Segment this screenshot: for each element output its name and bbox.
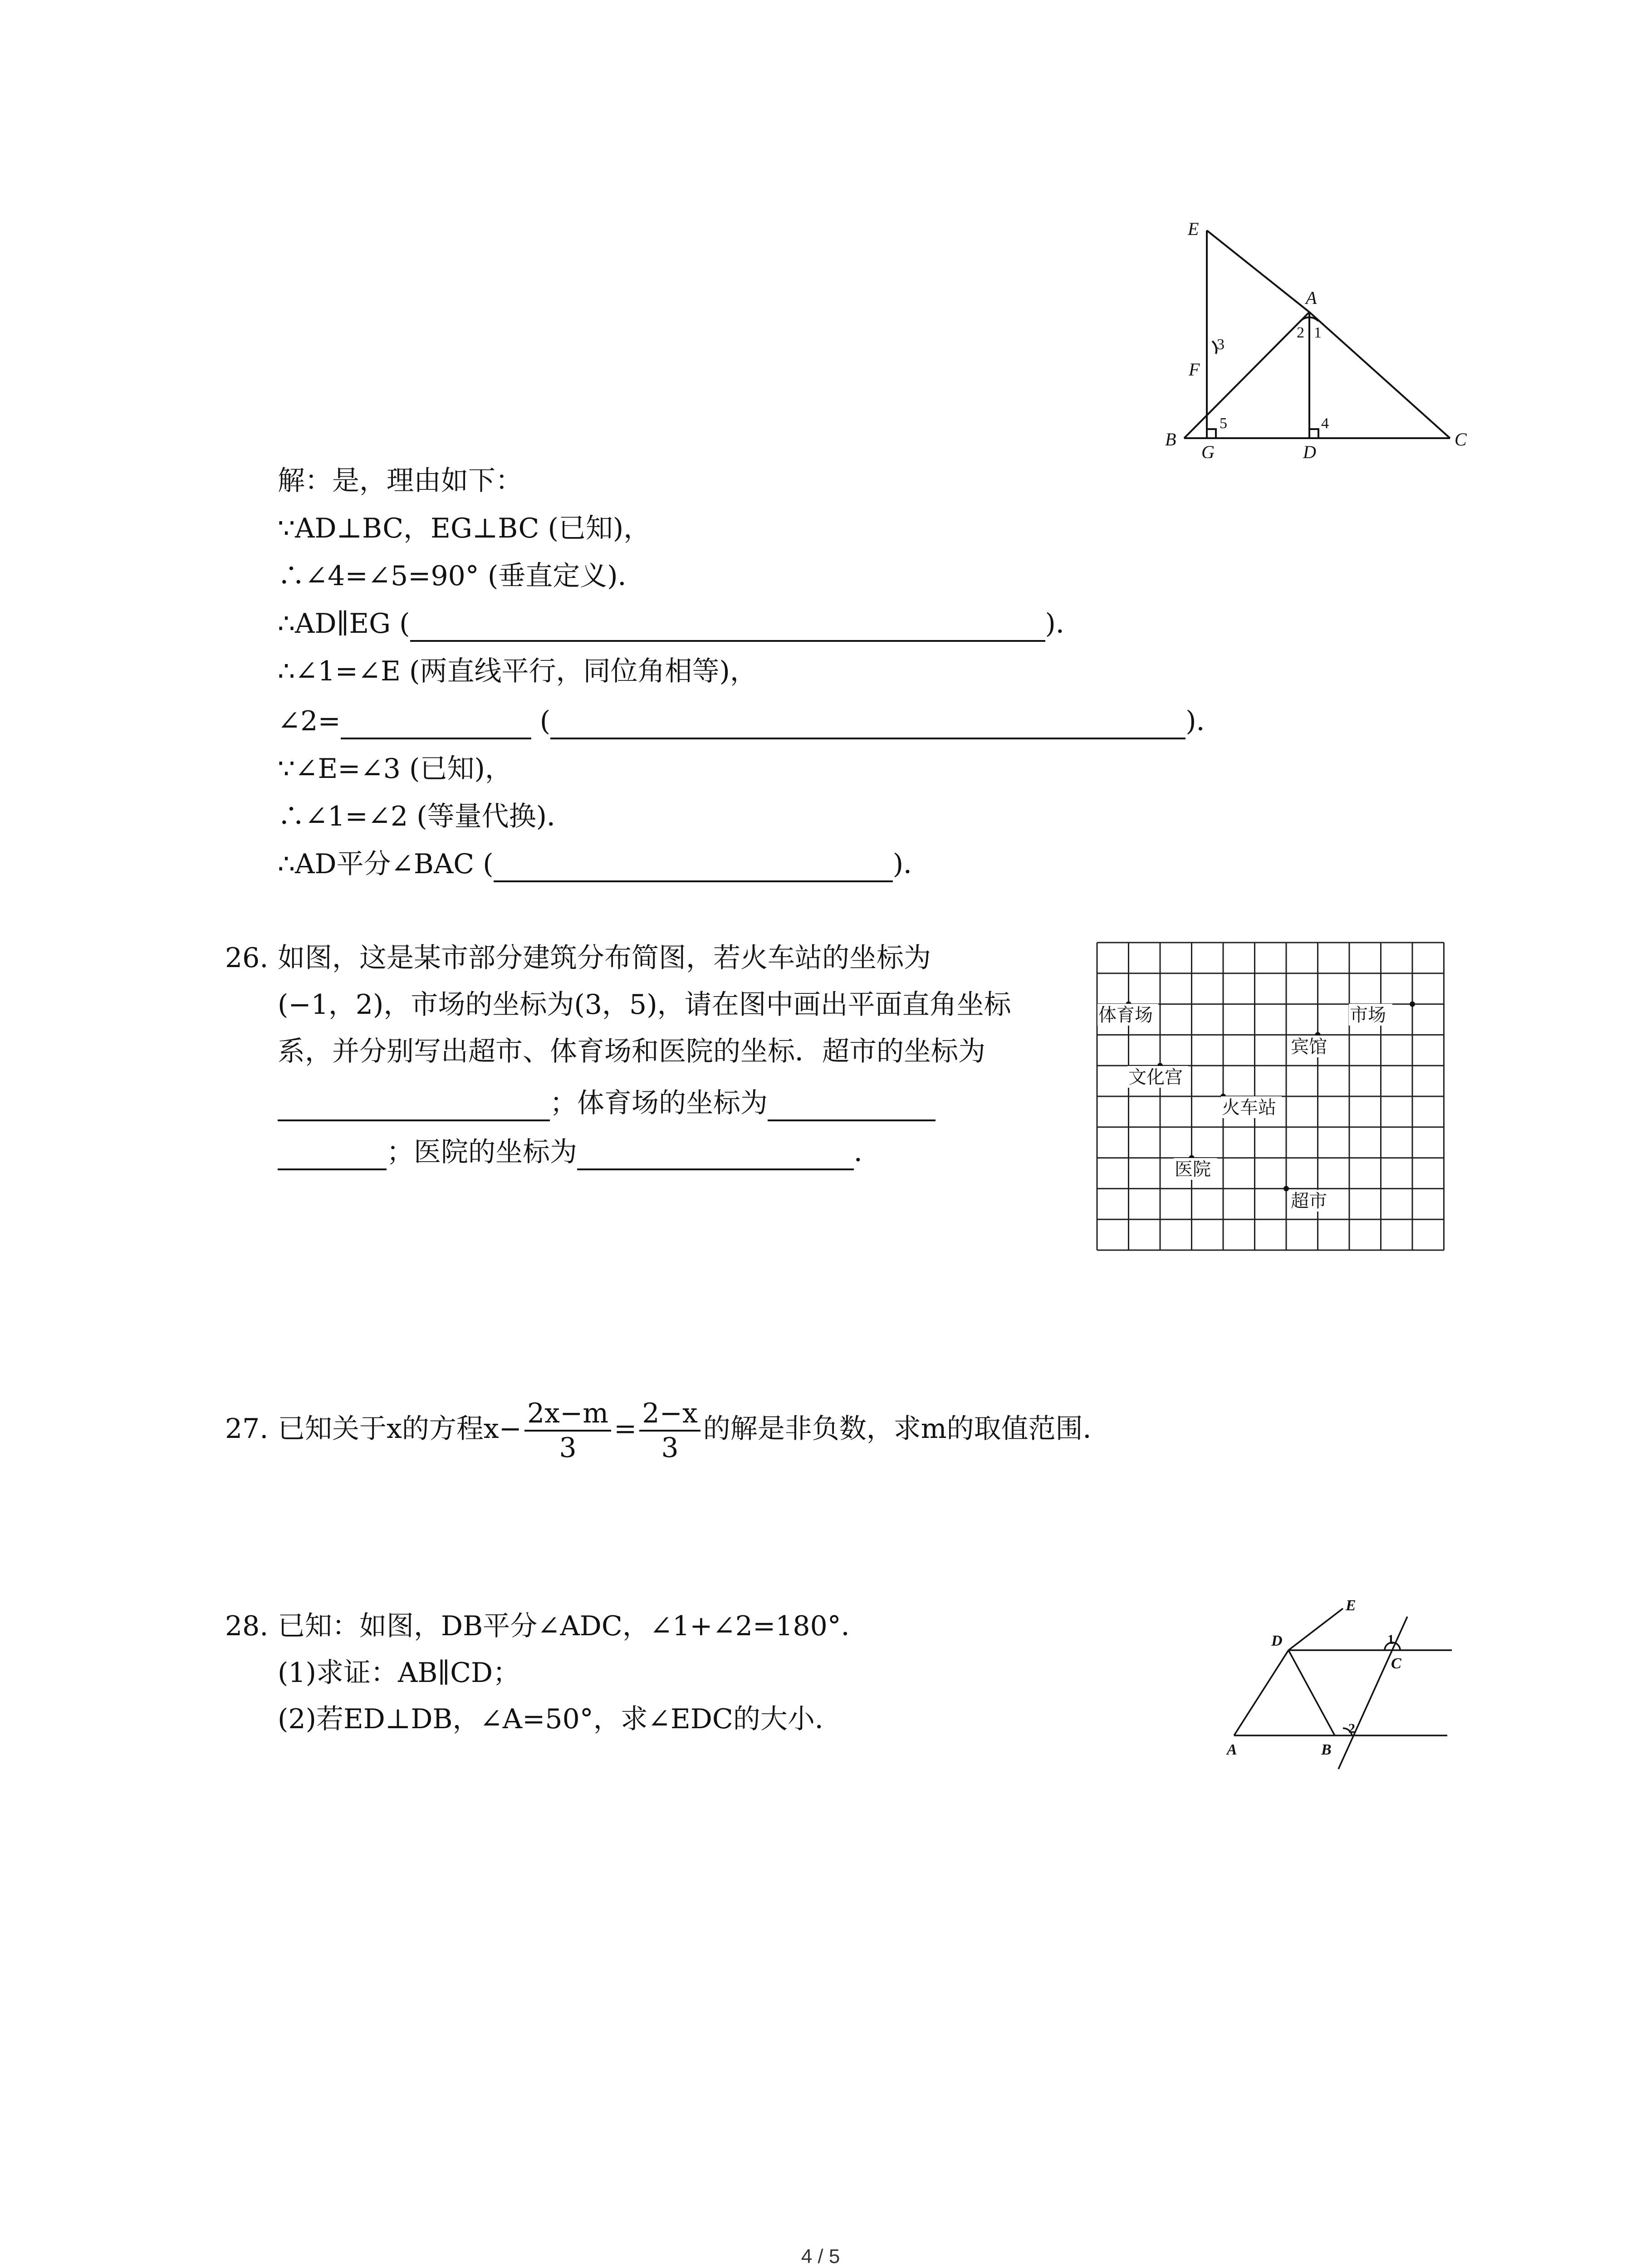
q25-step3-blank[interactable] [410, 613, 1045, 642]
q27-text-pre: 已知关于x的方程x− [278, 1413, 522, 1445]
q25-step8 [278, 846, 931, 882]
map-label-train-station: 火车站 [1222, 1097, 1276, 1118]
q25-step3 [278, 606, 1083, 642]
q28-label-B: B [1321, 1741, 1332, 1758]
map-label-supermarket: 超市 [1291, 1191, 1327, 1211]
page-number: 4 / 5 [801, 2245, 840, 2268]
q27-frac1-denominator: 3 [559, 1432, 577, 1464]
q28-number: 28. [225, 1610, 269, 1642]
q26-line5-end: ． [854, 1136, 881, 1168]
q26-map-grid [1096, 941, 1445, 1252]
q25-triangle-figure [1161, 213, 1470, 458]
q25-step8-blank[interactable] [494, 853, 893, 882]
q28-line2: (1)求证：AB∥CD； [278, 1657, 520, 1689]
label-F: F [1189, 359, 1200, 380]
q26-line1 [225, 940, 931, 976]
q25-step5-blank-reason[interactable] [550, 710, 1185, 739]
q27-equals: = [614, 1413, 637, 1445]
q28-line3: (2)若ED⊥DB，∠A=50°，求∠EDC的大小． [278, 1703, 842, 1735]
q27-frac1-numerator: 2x−m [524, 1397, 611, 1432]
q25-step5 [278, 703, 1224, 739]
q27-line [225, 1395, 1110, 1464]
map-label-culture-palace: 文化宫 [1128, 1067, 1183, 1087]
q27-frac2-denominator: 3 [661, 1432, 679, 1464]
q27-fraction-right [639, 1397, 700, 1464]
label-D: D [1303, 442, 1316, 458]
q25-step5-blank-angle[interactable] [341, 710, 531, 739]
q25-step8-pre: ∴AD平分∠BAC ( [278, 848, 494, 880]
location-dot [1410, 1002, 1415, 1007]
label-A: A [1306, 288, 1317, 308]
q26-line4 [278, 1085, 936, 1121]
q28-label-A: A [1227, 1741, 1237, 1758]
angle-label-5: 5 [1220, 415, 1227, 432]
q26-stadium-blank-part1[interactable] [768, 1092, 936, 1121]
label-B: B [1165, 429, 1176, 450]
angle-label-2: 2 [1297, 324, 1304, 341]
label-G: G [1201, 442, 1215, 458]
angle-label-3: 3 [1217, 336, 1225, 353]
q26-stadium-blank-part2[interactable] [278, 1141, 387, 1170]
label-E: E [1188, 219, 1199, 239]
angle-label-4: 4 [1321, 415, 1329, 432]
map-label-market: 市场 [1350, 1005, 1386, 1025]
map-label-hotel: 宾馆 [1291, 1036, 1327, 1057]
q25-step5-pre: ∠2= [278, 705, 341, 737]
q25-step5-mid: ( [531, 705, 551, 737]
angle-label-1: 1 [1314, 324, 1322, 341]
q28-label-C: C [1391, 1655, 1401, 1672]
map-label-stadium: 体育场 [1098, 1005, 1153, 1025]
q26-text-line1: 如图，这是某市部分建筑分布简图，若火车站的坐标为 [278, 942, 931, 974]
q26-hospital-blank[interactable] [577, 1141, 854, 1170]
q25-step8-post: )． [892, 848, 931, 880]
q28-angle-label-1: 1 [1387, 1632, 1394, 1647]
q25-step1: ∵AD⊥BC，EG⊥BC (已知)， [278, 513, 651, 544]
q25-step3-post: )． [1045, 608, 1083, 640]
q27-frac2-numerator: 2−x [639, 1397, 700, 1432]
q26-number: 26. [225, 942, 269, 974]
q25-step6: ∵∠E=∠3 (已知)， [278, 753, 512, 785]
q25-step3-pre: ∴AD∥EG ( [278, 608, 410, 640]
q27-fraction-left [524, 1397, 611, 1464]
q26-line3: 系，并分别写出超市、体育场和医院的坐标．超市的坐标为 [278, 1036, 985, 1067]
q28-label-D: D [1271, 1633, 1283, 1649]
q26-line4-mid: ；体育场的坐标为 [550, 1087, 768, 1119]
q28-label-E: E [1346, 1597, 1356, 1614]
q26-line5 [278, 1134, 881, 1170]
map-label-hospital: 医院 [1175, 1159, 1211, 1179]
location-dot [1283, 1186, 1289, 1191]
q27-text-post: 的解是非负数，求m的取值范围． [703, 1413, 1110, 1445]
q28-text-line1: 已知：如图，DB平分∠ADC，∠1+∠2=180°． [278, 1610, 868, 1642]
q25-step4: ∴∠1=∠E (两直线平行，同位角相等)， [278, 655, 757, 687]
q26-line2: (−1，2)，市场的坐标为(3，5)，请在图中画出平面直角坐标 [278, 989, 1011, 1021]
q25-step7: ∴∠1=∠2 (等量代换)． [278, 801, 574, 832]
q28-angle-label-2: 2 [1348, 1721, 1355, 1736]
q25-solution-intro: 解：是，理由如下： [278, 465, 523, 497]
q25-step2: ∴∠4=∠5=90° (垂直定义)． [278, 560, 645, 592]
label-C: C [1455, 429, 1467, 450]
q28-line1 [225, 1608, 868, 1644]
q26-supermarket-blank[interactable] [278, 1092, 550, 1121]
q25-step5-post: )． [1185, 705, 1224, 737]
q27-number: 27. [225, 1413, 269, 1445]
q28-parallel-lines-figure [1220, 1597, 1456, 1774]
q26-line5-mid: ；医院的坐标为 [387, 1136, 577, 1168]
